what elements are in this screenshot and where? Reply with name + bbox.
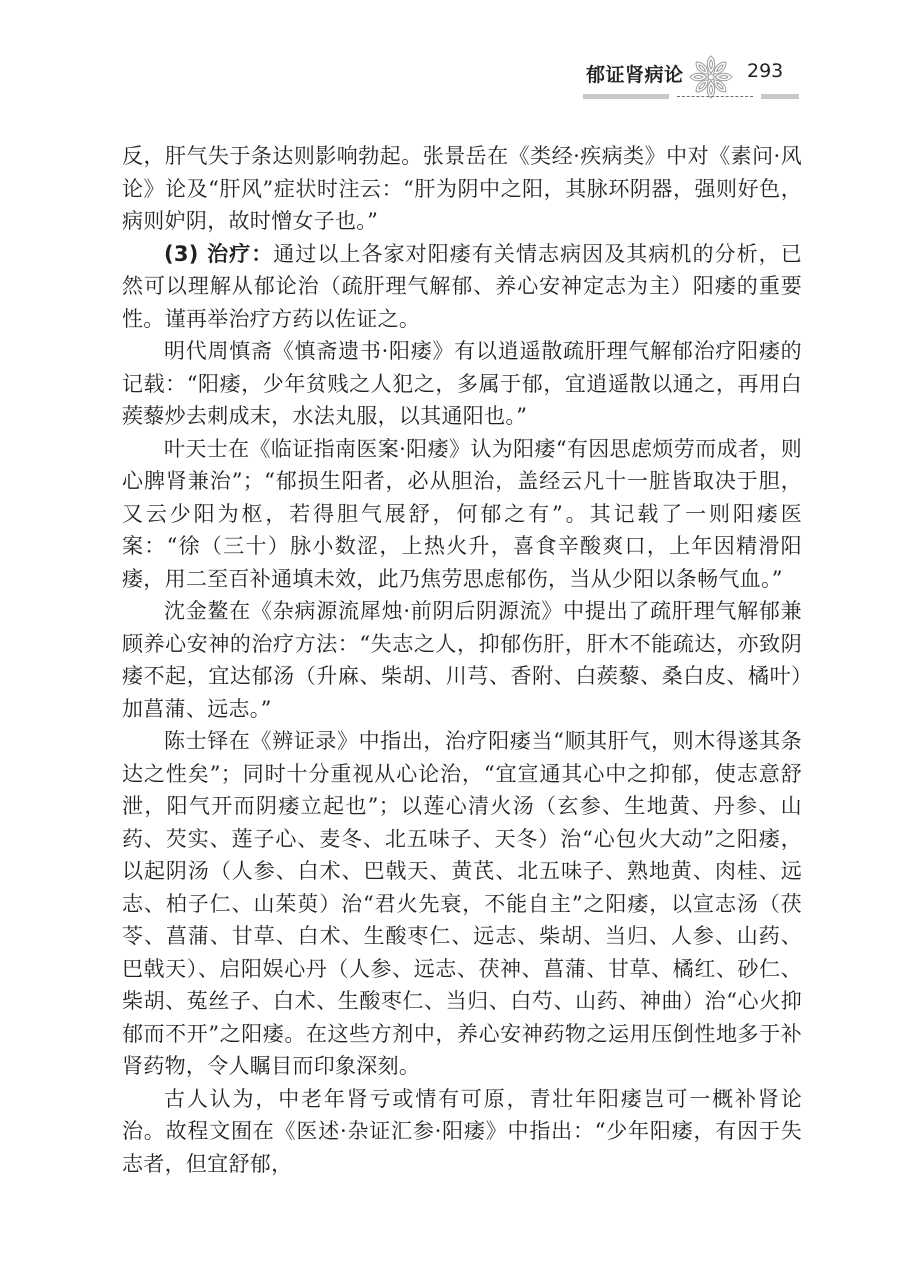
page-number: 293 [747,60,784,82]
body-text [122,140,802,1180]
paragraph-chen-shiduo: 陈士铎在《辨证录》中指出，治疗阳痿当“顺其肝气，则木得遂其条达之性矣”；同时十分重视从心论治，“宜宣通其心中之抑郁，使志意舒泄，阳气开而阴痿立起也”；以莲心清火汤（玄参、生地黄、丹参、山药、芡实、莲子心、麦冬、北五味子、天冬）治“心包火大动”之阳痿，以起阴汤（人参、白术、巴戟天、黄芪、北五味子、熟地黄、肉桂、远志、柏子仁、山茱萸）治“君火先衰，不能自主”之阳痿，以宣志汤（茯苓、菖蒲、甘草、白术、生酸枣仁、远志、柴胡、当归、人参、山药、巴戟天）、启阳娱心丹（人参、远志、茯神、菖蒲、甘草、橘红、砂仁、柴胡、菟丝子、白术、生酸枣仁、当归、白芍、山药、神曲）治“心火抑郁而不开”之阳痿。在这些方剂中，养心安神药物之运用压倒性地多于补肾药物，令人瞩目而印象深刻。 [122,729,802,1078]
section-heading-treatment: (3) 治疗： [164,241,274,266]
running-title: 郁证肾病论 [586,64,684,86]
header-rule-right [761,94,799,99]
header-rule-dashed [677,96,753,97]
paragraph-treatment: (3) 治疗：通过以上各家对阳痿有关情志病因及其病机的分析，已然可以理解从郁论治（疏肝理气解郁、养心安神定志为主）阳痿的重要性。谨再举治疗方药以佐证之。 [122,241,803,331]
page-header [583,56,799,104]
paragraph-shen-jinao: 沈金鳌在《杂病源流犀烛·前阴后阴源流》中提出了疏肝理气解郁兼顾养心安神的治疗方法：“失志之人，抑郁伤肝，肝木不能疏达，亦致阴痿不起，宜达郁汤（升麻、柴胡、川芎、香附、白蒺藜、桑白皮、橘叶）加菖蒲、远志。” [122,599,802,721]
header-rule-left [583,94,669,99]
paragraph-ye-tianshi: 叶天士在《临证指南医案·阳痿》认为阳痿“有因思虑烦劳而成者，则心脾肾兼治”；“郁损生阳者，必从胆治，盖经云凡十一脏皆取决于胆，又云少阳为枢，若得胆气展舒，何郁之有”。其记载了一则阳痿医案：“徐（三十）脉小数涩，上热火升，喜食辛酸爽口，上年因精滑阳痿，用二至百补通填未效，此乃焦劳思虑郁伤，当从少阳以条畅气血。” [122,436,802,591]
paragraph-1: 反，肝气失于条达则影响勃起。张景岳在《类经·疾病类》中对《素问·风论》论及“肝风”症状时注云：“肝为阴中之阳，其脉环阴器，强则好色，病则妒阴，故时憎女子也。” [122,144,802,233]
paragraph-ancients: 古人认为，中老年肾亏或情有可原，青壮年阳痿岂可一概补肾论治。故程文囿在《医述·杂证汇参·阳痿》中指出：“少年阳痿，有因于失志者，但宜舒郁， [122,1086,802,1176]
flower-ornament-icon [686,52,736,102]
paragraph-zhou-shenzhai: 明代周慎斋《慎斋遗书·阳痿》有以逍遥散疏肝理气解郁治疗阳痿的记载：“阳痿，少年贫贱之人犯之，多属于郁，宜逍遥散以通之，再用白蒺藜炒去刺成末，水法丸服，以其通阳也。” [122,339,802,428]
